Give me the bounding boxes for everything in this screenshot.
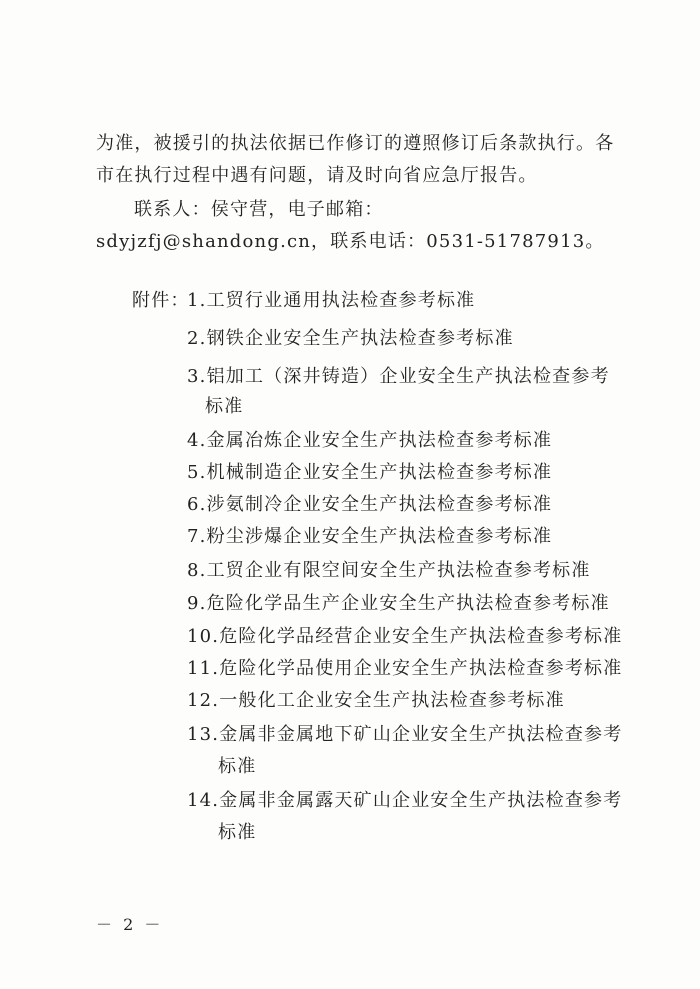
attachment-label: 附件： (132, 290, 190, 311)
attachment-title: 工贸企业有限空间安全生产执法检查参考标准 (206, 560, 591, 581)
attachment-number: 1. (187, 290, 207, 311)
attachment-title: 危险化学品使用企业安全生产执法检查参考标准 (219, 658, 623, 679)
attachment-item (187, 588, 610, 620)
attachment-number: 7. (187, 526, 207, 547)
attachment-item (187, 621, 622, 653)
attachment-number: 14. (187, 790, 220, 811)
attachment-item (187, 285, 475, 317)
attachment-title: 金属非金属露天矿山企业安全生产执法检查参考 (219, 790, 623, 811)
attachment-item (187, 521, 552, 553)
attachment-title: 金属非金属地下矿山企业安全生产执法检查参考 (219, 724, 623, 745)
attachment-item (187, 489, 552, 521)
attachment-item (187, 361, 610, 393)
attachment-title: 铝加工（深井铸造）企业安全生产执法检查参考 (206, 366, 610, 387)
contact-paragraph: 联系人：侯守营，电子邮箱：sdyjzfj@shandong.cn，联系电话：0531-51787913。 (96, 199, 605, 252)
attachment-number: 4. (187, 430, 207, 451)
attachment-number: 12. (187, 690, 220, 711)
attachment-number: 8. (187, 560, 207, 581)
attachment-item (187, 555, 591, 587)
attachment-title-continuation: 标准 (218, 756, 257, 777)
attachment-title: 钢铁企业安全生产执法检查参考标准 (206, 328, 514, 349)
attachment-number: 13. (187, 724, 220, 745)
attachment-item (187, 323, 514, 355)
attachment-item (187, 653, 622, 685)
attachment-item (187, 685, 565, 717)
attachment-title: 金属冶炼企业安全生产执法检查参考标准 (206, 430, 553, 451)
attachment-number: 10. (187, 626, 220, 647)
page-number: － 2 － (96, 915, 164, 934)
attachment-title-continuation: 标准 (205, 396, 244, 417)
attachment-title: 涉氨制冷企业安全生产执法检查参考标准 (206, 494, 553, 515)
attachment-title: 机械制造企业安全生产执法检查参考标准 (206, 462, 553, 483)
attachment-item (187, 785, 622, 817)
attachment-number: 5. (187, 462, 207, 483)
attachment-item (187, 719, 622, 751)
attachment-number: 3. (187, 366, 207, 387)
attachment-title: 危险化学品经营企业安全生产执法检查参考标准 (219, 626, 623, 647)
attachment-item (187, 425, 552, 457)
attachment-number: 11. (187, 658, 220, 679)
attachment-item (187, 457, 552, 489)
attachment-title: 工贸行业通用执法检查参考标准 (206, 290, 476, 311)
attachment-number: 6. (187, 494, 207, 515)
attachment-title: 一般化工企业安全生产执法检查参考标准 (219, 690, 565, 711)
body-paragraph-1: 为准，被援引的执法依据已作修订的遵照修订后条款执行。各市在执行过程中遇有问题，请及时向省应急厅报告。 (96, 133, 615, 186)
attachment-title-continuation: 标准 (218, 822, 257, 843)
attachment-number: 2. (187, 328, 207, 349)
attachment-title: 粉尘涉爆企业安全生产执法检查参考标准 (206, 526, 553, 547)
attachment-number: 9. (187, 593, 207, 614)
attachment-title: 危险化学品生产企业安全生产执法检查参考标准 (206, 593, 610, 614)
